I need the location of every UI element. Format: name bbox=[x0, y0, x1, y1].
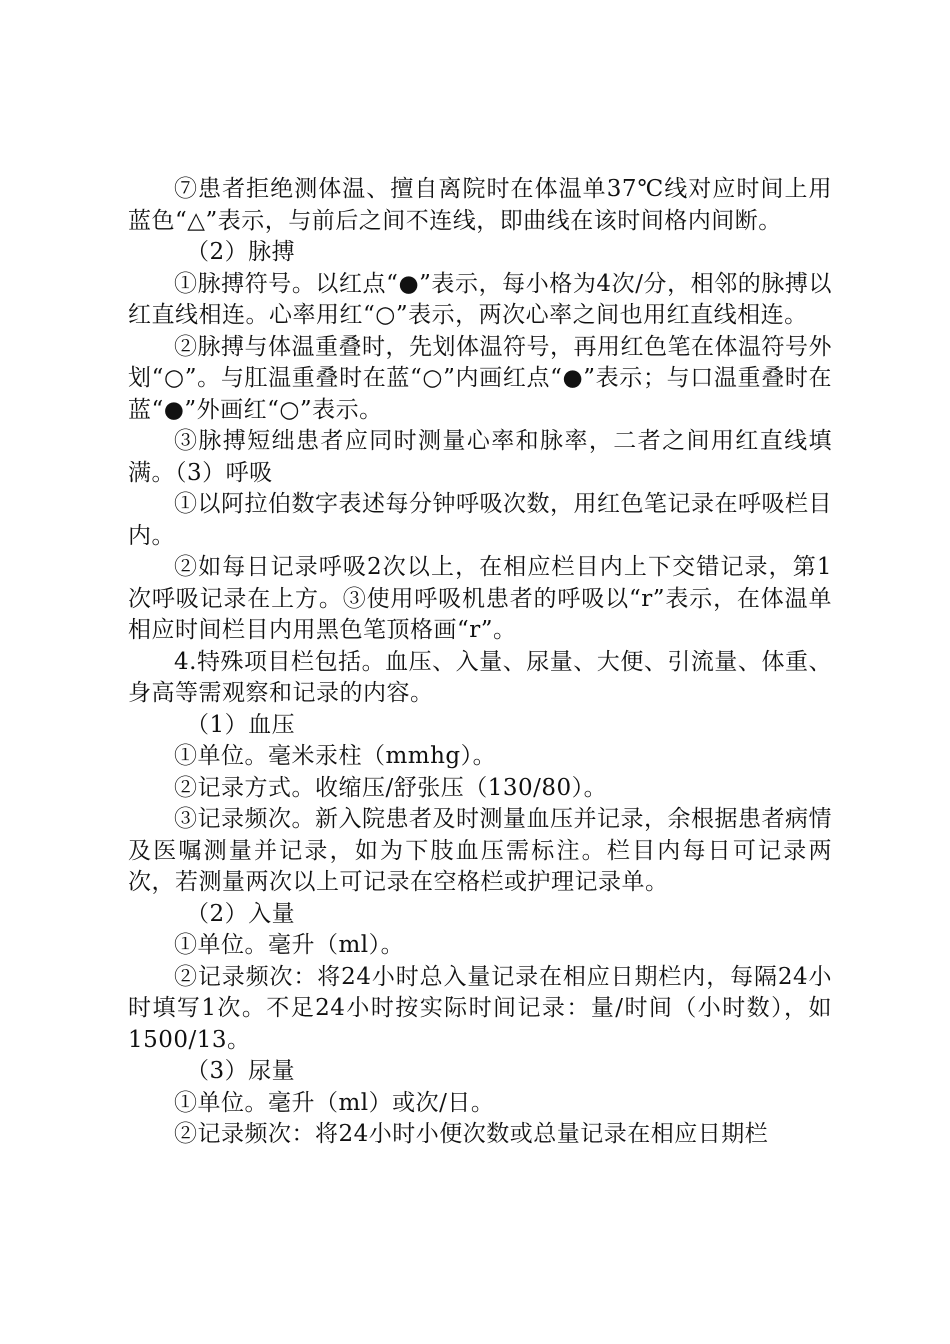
paragraph-special-items: 4.特殊项目栏包括。血压、入量、尿量、大便、引流量、体重、身高等需观察和记录的内容。 bbox=[128, 648, 832, 706]
paragraph-bp-method: ②记录方式。收缩压/舒张压（130/80）。 bbox=[174, 774, 608, 801]
paragraph-bp-unit: ①单位。毫米汞柱（mmhg）。 bbox=[174, 743, 497, 769]
paragraph-bp-frequency: ③记录频次。新入院患者及时测量血压并记录，余根据患者病情及医嘱测量并记录，如为下肢血压需标注。栏目内每日可记录两次，若测量两次以上可记录在空格栏或护理记录单。 bbox=[128, 806, 832, 895]
paragraph-intake-unit: ①单位。毫升（ml）。 bbox=[174, 932, 405, 958]
paragraph-temperature-refusal: ⑦患者拒绝测体温、擅自离院时在体温单37℃线对应时间上用蓝色“△”表示，与前后之间不连线，即曲线在该时间格内间断。 bbox=[128, 176, 832, 234]
paragraph-pulse-overlap: ②脉搏与体温重叠时，先划体温符号，再用红色笔在体温符号外划“○”。与肛温重叠时在蓝“○”内画红点“●”表示；与口温重叠时在蓝“●”外画红“○”表示。 bbox=[128, 333, 832, 423]
paragraph-respiration-number: ①以阿拉伯数字表述每分钟呼吸次数，用红色笔记录在呼吸栏目内。 bbox=[128, 491, 832, 549]
document-body bbox=[128, 174, 832, 1151]
paragraph-pulse-deficit: ③脉搏短绌患者应同时测量心率和脉率，二者之间用红直线填满。（3）呼吸 bbox=[128, 428, 832, 486]
paragraph-urine-unit: ①单位。毫升（ml）或次/日。 bbox=[174, 1089, 495, 1116]
heading-urine: （3）尿量 bbox=[186, 1058, 296, 1084]
paragraph-respiration-frequency: ②如每日记录呼吸2次以上，在相应栏目内上下交错记录，第1次呼吸记录在上方。③使用呼吸机患者的呼吸以“r”表示，在体温单相应时间栏目内用黑色笔顶格画“r”。 bbox=[128, 554, 832, 643]
heading-intake: （2）入量 bbox=[186, 900, 296, 927]
paragraph-intake-frequency: ②记录频次：将24小时总入量记录在相应日期栏内，每隔24小时填写1次。不足24小时按实际时间记录：量/时间（小时数），如1500/13。 bbox=[128, 963, 832, 1053]
paragraph-urine-frequency: ②记录频次：将24小时小便次数或总量记录在相应日期栏 bbox=[174, 1121, 769, 1147]
paragraph-pulse-symbol: ①脉搏符号。以红点“●”表示，每小格为4次/分，相邻的脉搏以红直线相连。心率用红“○”表示，两次心率之间也用红直线相连。 bbox=[128, 270, 832, 328]
heading-pulse: （2）脉搏 bbox=[186, 239, 296, 265]
heading-blood-pressure: （1）血压 bbox=[186, 711, 296, 738]
